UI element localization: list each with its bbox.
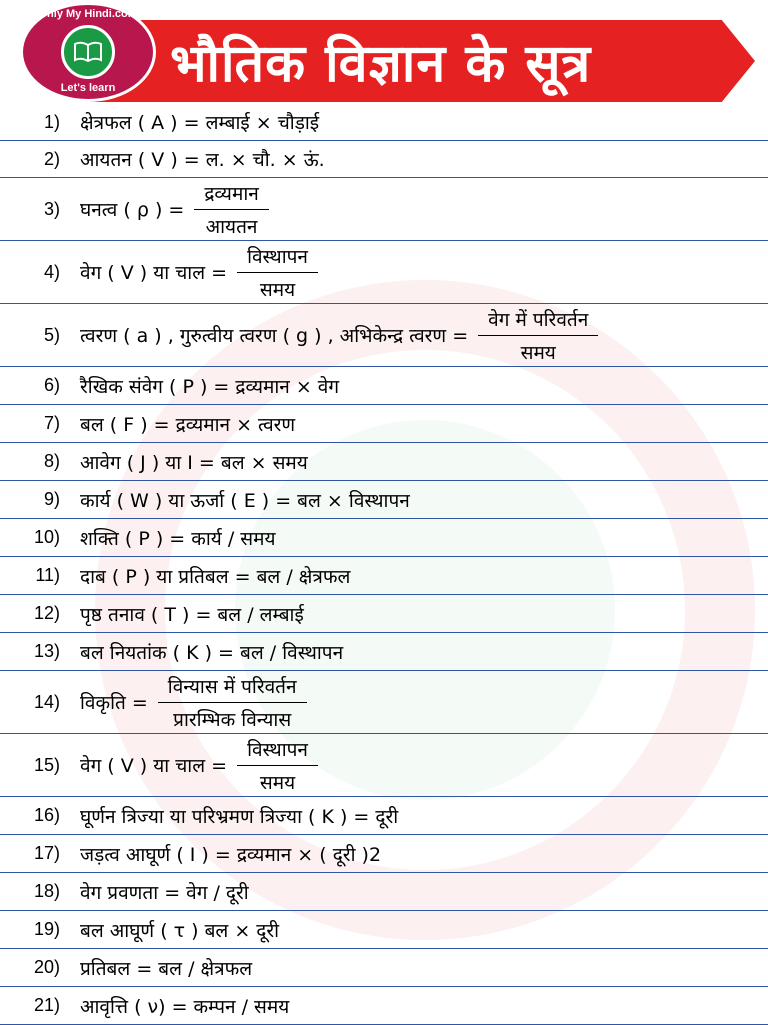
formula-text: बल आघूर्ण ( τ ) बल × दूरी: [80, 919, 280, 942]
formula-row: [0, 405, 768, 443]
formula-text: त्वरण ( a ) , गुरुत्वीय त्वरण ( g ) , अभिकेन्द्र त्वरण =: [80, 325, 469, 347]
formula-text: घनत्व ( ρ ) =: [80, 199, 185, 221]
formula-number: 19): [33, 919, 60, 939]
formula-number: 8): [43, 451, 60, 471]
formula-row: [0, 835, 768, 873]
formula-text: आवेग ( J ) या I = बल × समय: [80, 451, 308, 474]
formula-row: [0, 873, 768, 911]
formula-number: 15): [33, 754, 60, 775]
formula-content: [80, 639, 343, 665]
formula-number: 12): [33, 603, 60, 623]
formula-content: [80, 841, 381, 867]
formula-number: 7): [43, 413, 60, 433]
formula-row: [0, 304, 768, 367]
formula-row: [0, 367, 768, 405]
page-title: भौतिक विज्ञान के सूत्र: [170, 33, 592, 94]
formula-row: [0, 141, 768, 178]
formula-row: [0, 734, 768, 797]
formula-text: घूर्णन त्रिज्या या परिभ्रमण त्रिज्या ( K ) = दूरी: [80, 805, 399, 828]
fraction: [478, 306, 598, 365]
fraction-denominator: समय: [259, 771, 296, 794]
formula-content: [80, 917, 279, 943]
formula-row: [0, 595, 768, 633]
formula-text: विकृति =: [80, 692, 148, 714]
formula-text: क्षेत्रफल ( A ) = लम्बाई × चौड़ाई: [80, 112, 320, 134]
formula-content: [80, 411, 295, 437]
formula-content: [80, 736, 318, 795]
header: [0, 0, 768, 104]
fraction-numerator: विस्थापन: [237, 243, 318, 273]
formula-content: [80, 449, 308, 475]
formula-text: जड़त्व आघूर्ण ( I ) = द्रव्यमान × ( दूरी )2: [80, 843, 382, 866]
formula-row: [0, 797, 768, 835]
formula-content: [80, 601, 304, 627]
formula-content: [80, 993, 289, 1019]
formula-text: बल नियतांक ( K ) = बल / विस्थापन: [80, 641, 344, 664]
fraction: [158, 673, 307, 732]
formula-number: 18): [33, 881, 60, 901]
fraction: [237, 736, 318, 795]
formula-number: 2): [43, 148, 60, 169]
formula-text: पृष्ठ तनाव ( T ) = बल / लम्बाई: [80, 603, 304, 626]
fraction-denominator: प्रारम्भिक विन्यास: [173, 708, 292, 731]
fraction-numerator: वेग में परिवर्तन: [478, 306, 598, 336]
formula-text: कार्य ( W ) या ऊर्जा ( E ) = बल × विस्थापन: [80, 489, 410, 512]
formula-row: [0, 557, 768, 595]
fraction-denominator: आयतन: [205, 215, 258, 238]
formula-content: [80, 146, 325, 172]
formula-text: आयतन ( V ) = ल. × चौ. × ऊं.: [80, 149, 325, 171]
formula-number: 16): [33, 805, 60, 825]
formula-text: प्रतिबल = बल / क्षेत्रफल: [80, 957, 253, 980]
formula-number: 14): [33, 691, 60, 712]
formula-row: [0, 481, 768, 519]
formula-number: 5): [43, 324, 60, 345]
formula-text: वेग ( V ) या चाल =: [80, 755, 228, 777]
formula-content: [80, 673, 307, 732]
formula-number: 13): [33, 641, 60, 661]
fraction-numerator: विन्यास में परिवर्तन: [158, 673, 307, 703]
formula-row: [0, 633, 768, 671]
formula-row: [0, 178, 768, 241]
formula-number: 4): [43, 261, 60, 282]
formula-row: [0, 987, 768, 1025]
logo-tagline: Let's learn: [60, 82, 116, 94]
formula-row: [0, 519, 768, 557]
formula-number: 1): [43, 111, 60, 132]
formula-content: [80, 180, 269, 239]
fraction-denominator: समय: [520, 341, 556, 364]
formula-row: [0, 949, 768, 987]
formula-content: [80, 803, 398, 829]
fraction-denominator: समय: [259, 278, 296, 301]
formula-number: 21): [33, 995, 60, 1015]
formula-row: [0, 671, 768, 734]
book-icon: [61, 25, 115, 79]
formula-number: 9): [43, 489, 60, 509]
formula-text: शक्ति ( P ) = कार्य / समय: [80, 527, 276, 550]
site-logo[interactable]: [18, 2, 158, 102]
formula-content: [80, 879, 249, 905]
formula-content: [80, 563, 350, 589]
logo-brand-text: Only My Hindi.com: [38, 8, 138, 20]
formula-text: बल ( F ) = द्रव्यमान × त्वरण: [80, 413, 296, 436]
fraction: [237, 243, 318, 302]
formula-number: 20): [33, 957, 60, 977]
formula-content: [80, 306, 598, 365]
formula-content: [80, 525, 276, 551]
formula-content: [80, 373, 339, 399]
fraction-numerator: द्रव्यमान: [194, 180, 268, 210]
formula-number: 6): [43, 375, 60, 395]
fraction-numerator: विस्थापन: [237, 736, 318, 766]
formula-content: [80, 243, 318, 302]
formula-number: 17): [33, 843, 60, 863]
formula-text: रैखिक संवेग ( P ) = द्रव्यमान × वेग: [80, 375, 340, 398]
formula-text: वेग ( V ) या चाल =: [80, 262, 228, 284]
formula-number: 11): [35, 565, 60, 585]
formula-number: 3): [43, 198, 60, 219]
fraction: [194, 180, 268, 239]
formula-number: 10): [33, 527, 60, 547]
formula-content: [80, 487, 410, 513]
formula-row: [0, 104, 768, 141]
formula-content: [80, 955, 252, 981]
formula-row: [0, 443, 768, 481]
formula-row: [0, 911, 768, 949]
formula-content: [80, 109, 319, 135]
formula-row: [0, 241, 768, 304]
formula-text: वेग प्रवणता = वेग / दूरी: [80, 881, 249, 904]
formula-text: आवृत्ति ( ν) = कम्पन / समय: [80, 995, 290, 1018]
formula-text: दाब ( P ) या प्रतिबल = बल / क्षेत्रफल: [80, 565, 351, 588]
formula-list: [0, 104, 768, 1025]
